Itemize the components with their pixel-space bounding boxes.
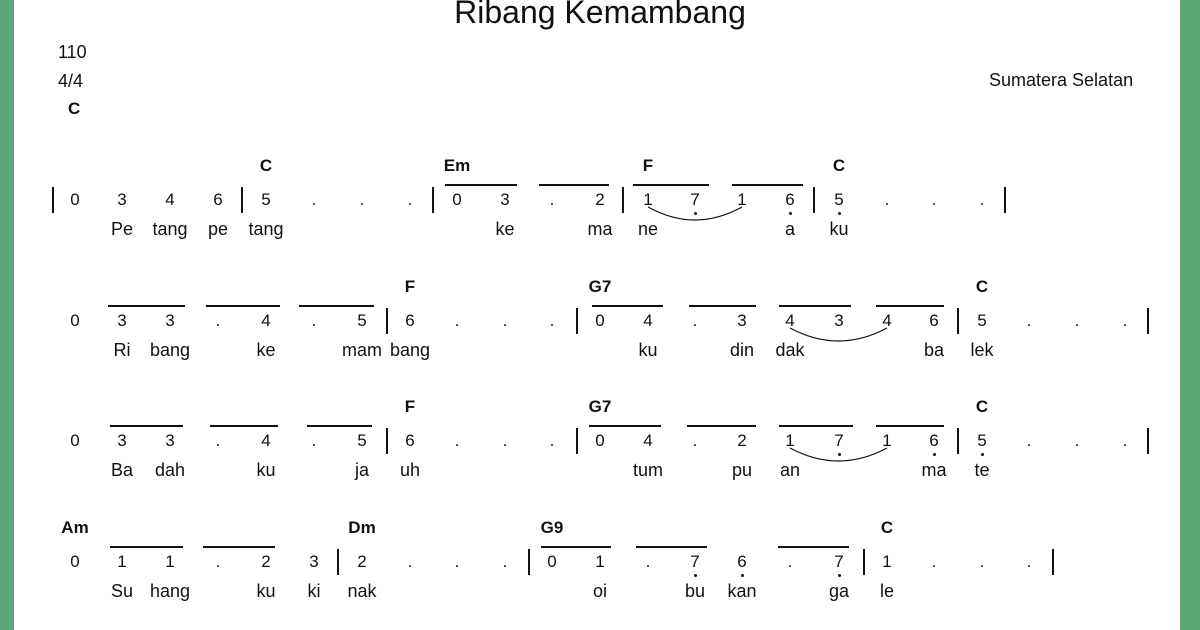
note: 0 — [70, 431, 80, 450]
note: . — [1122, 311, 1128, 330]
note: 1 — [882, 552, 892, 571]
octave-dot-below — [933, 453, 936, 456]
beam-line — [108, 305, 185, 307]
note: . — [931, 190, 937, 209]
note: . — [1122, 431, 1128, 450]
bar-line — [52, 187, 54, 213]
note: 3 — [500, 190, 510, 209]
note: 0 — [595, 311, 605, 330]
note: 4 — [643, 311, 653, 330]
octave-dot-below — [838, 212, 841, 215]
chord-symbol: F — [404, 397, 416, 416]
beam-line — [779, 425, 853, 427]
note: . — [931, 552, 937, 571]
note: . — [549, 431, 555, 450]
bar-line — [813, 187, 815, 213]
note: 7 — [834, 552, 844, 571]
note: 7 — [690, 552, 700, 571]
note: 1 — [643, 190, 653, 209]
note: 3 — [165, 431, 175, 450]
note: 3 — [737, 311, 747, 330]
note: . — [549, 311, 555, 330]
chord-symbol: C — [975, 277, 989, 296]
chord-symbol: F — [404, 277, 416, 296]
bar-line — [863, 549, 865, 575]
note: . — [787, 552, 793, 571]
lyric-syllable: hang — [149, 581, 191, 601]
note: 6 — [929, 431, 939, 450]
note: 0 — [547, 552, 557, 571]
note: 1 — [882, 431, 892, 450]
beam-line — [778, 546, 849, 548]
chord-symbol: C — [259, 156, 273, 175]
lyric-syllable: ku — [256, 460, 276, 480]
note: 3 — [165, 311, 175, 330]
note: 5 — [977, 431, 987, 450]
note: . — [359, 190, 365, 209]
lyric-syllable: tang — [248, 219, 284, 239]
note: . — [311, 431, 317, 450]
lyric-syllable: mam — [342, 340, 382, 360]
lyric-syllable: dah — [154, 460, 186, 480]
lyric-syllable: Su — [110, 581, 134, 601]
lyric-syllable: Ri — [113, 340, 131, 360]
note: . — [215, 552, 221, 571]
note: 7 — [834, 431, 844, 450]
note: 6 — [213, 190, 223, 209]
lyric-syllable: bang — [389, 340, 431, 360]
note: 1 — [595, 552, 605, 571]
lyric-syllable: ma — [587, 219, 613, 239]
note: 4 — [165, 190, 175, 209]
note: 2 — [595, 190, 605, 209]
lyric-syllable: lek — [970, 340, 994, 360]
lyric-syllable: din — [729, 340, 755, 360]
chord-symbol: Dm — [348, 518, 376, 537]
song-title: Ribang Kemambang — [454, 0, 746, 30]
lyric-syllable: kan — [727, 581, 757, 601]
note: 3 — [834, 311, 844, 330]
beam-line — [589, 425, 661, 427]
note: . — [549, 190, 555, 209]
bar-line — [1147, 308, 1149, 334]
note: . — [1074, 431, 1080, 450]
note: . — [884, 190, 890, 209]
note: 0 — [70, 311, 80, 330]
beam-line — [299, 305, 374, 307]
beam-line — [110, 546, 183, 548]
note: 5 — [977, 311, 987, 330]
lyric-syllable: bu — [684, 581, 706, 601]
note: 2 — [737, 431, 747, 450]
lyric-syllable: ki — [307, 581, 321, 601]
bar-line — [622, 187, 624, 213]
chord-symbol: F — [642, 156, 654, 175]
note: . — [1026, 311, 1032, 330]
note: . — [502, 431, 508, 450]
bar-line — [1052, 549, 1054, 575]
lyric-syllable: ku — [256, 581, 276, 601]
chord-symbol: C — [880, 518, 894, 537]
bar-line — [576, 308, 578, 334]
lyric-syllable: oi — [592, 581, 608, 601]
note: . — [502, 311, 508, 330]
note: . — [979, 552, 985, 571]
note: 2 — [357, 552, 367, 571]
note: . — [215, 311, 221, 330]
note: 4 — [261, 311, 271, 330]
note: 1 — [737, 190, 747, 209]
note: . — [1026, 431, 1032, 450]
lyric-syllable: tum — [632, 460, 664, 480]
chord-symbol: G7 — [588, 397, 612, 416]
lyric-syllable: ku — [829, 219, 849, 239]
bar-line — [1004, 187, 1006, 213]
slur — [648, 205, 742, 225]
note: 5 — [261, 190, 271, 209]
note: 0 — [70, 190, 80, 209]
chord-symbol: Em — [443, 156, 471, 175]
lyric-syllable: le — [879, 581, 895, 601]
note: . — [407, 552, 413, 571]
slur — [790, 446, 887, 466]
lyric-syllable: ne — [637, 219, 659, 239]
lyric-syllable: ja — [354, 460, 370, 480]
note: 4 — [643, 431, 653, 450]
note: 4 — [261, 431, 271, 450]
lyric-syllable: Pe — [110, 219, 134, 239]
note: . — [692, 431, 698, 450]
lyric-syllable: Ba — [110, 460, 134, 480]
beam-line — [689, 305, 756, 307]
note: 5 — [357, 311, 367, 330]
lyric-syllable: nak — [347, 581, 377, 601]
octave-dot-below — [838, 574, 841, 577]
beam-line — [110, 425, 183, 427]
octave-dot-below — [694, 574, 697, 577]
bar-line — [337, 549, 339, 575]
note: . — [215, 431, 221, 450]
lyric-syllable: ba — [923, 340, 945, 360]
lyric-syllable: a — [784, 219, 796, 239]
bar-line — [432, 187, 434, 213]
key-signature: C — [68, 99, 81, 118]
lyric-syllable: an — [779, 460, 801, 480]
beam-line — [876, 425, 944, 427]
octave-dot-below — [789, 212, 792, 215]
note: 0 — [70, 552, 80, 571]
note: 6 — [405, 311, 415, 330]
lyric-syllable: bang — [149, 340, 191, 360]
song-origin: Sumatera Selatan — [989, 70, 1134, 90]
beam-line — [687, 425, 756, 427]
bar-line — [386, 308, 388, 334]
bar-line — [1147, 428, 1149, 454]
note: 4 — [785, 311, 795, 330]
lyric-syllable: uh — [399, 460, 421, 480]
note: . — [979, 190, 985, 209]
beam-line — [210, 425, 278, 427]
note: . — [454, 311, 460, 330]
note: 1 — [785, 431, 795, 450]
note: . — [407, 190, 413, 209]
lyric-syllable: pu — [731, 460, 753, 480]
beam-line — [206, 305, 280, 307]
note: 7 — [690, 190, 700, 209]
lyric-syllable: tang — [152, 219, 188, 239]
lyric-syllable: dak — [775, 340, 805, 360]
note: . — [311, 311, 317, 330]
note: . — [454, 552, 460, 571]
note: 3 — [117, 311, 127, 330]
bar-line — [576, 428, 578, 454]
note: 0 — [452, 190, 462, 209]
beam-line — [633, 184, 709, 186]
chord-symbol: Am — [61, 518, 89, 537]
note: . — [1026, 552, 1032, 571]
note: 0 — [595, 431, 605, 450]
beam-line — [876, 305, 944, 307]
bar-line — [241, 187, 243, 213]
note: 6 — [929, 311, 939, 330]
bar-line — [528, 549, 530, 575]
lyric-syllable: ma — [921, 460, 947, 480]
note: . — [454, 431, 460, 450]
bar-line — [957, 428, 959, 454]
chord-symbol: C — [975, 397, 989, 416]
lyric-syllable: te — [974, 460, 990, 480]
chord-symbol: G9 — [540, 518, 564, 537]
beam-line — [636, 546, 707, 548]
lyric-syllable: ku — [638, 340, 658, 360]
note: . — [1074, 311, 1080, 330]
note: 2 — [261, 552, 271, 571]
note: . — [692, 311, 698, 330]
lyric-syllable: pe — [207, 219, 229, 239]
note: 3 — [117, 431, 127, 450]
bar-line — [386, 428, 388, 454]
note: 3 — [309, 552, 319, 571]
note: . — [311, 190, 317, 209]
lyric-syllable: ke — [256, 340, 276, 360]
beam-line — [539, 184, 609, 186]
chord-symbol: C — [832, 156, 846, 175]
octave-dot-below — [741, 574, 744, 577]
beam-line — [732, 184, 803, 186]
chord-symbol: G7 — [588, 277, 612, 296]
beam-line — [541, 546, 611, 548]
note: 5 — [357, 431, 367, 450]
beam-line — [203, 546, 275, 548]
note: 6 — [785, 190, 795, 209]
beam-line — [307, 425, 372, 427]
note: . — [502, 552, 508, 571]
note: 6 — [405, 431, 415, 450]
bar-line — [957, 308, 959, 334]
beam-line — [445, 184, 517, 186]
time-signature: 4/4 — [58, 71, 84, 91]
beam-line — [779, 305, 851, 307]
octave-dot-below — [981, 453, 984, 456]
note: 5 — [834, 190, 844, 209]
note: 4 — [882, 311, 892, 330]
note: 1 — [117, 552, 127, 571]
lyric-syllable: ke — [495, 219, 515, 239]
beam-line — [592, 305, 663, 307]
tempo: 110 — [58, 42, 87, 62]
note: 6 — [737, 552, 747, 571]
slur — [790, 326, 887, 346]
lyric-syllable: ga — [828, 581, 850, 601]
note: 1 — [165, 552, 175, 571]
note: 3 — [117, 190, 127, 209]
note: . — [645, 552, 651, 571]
